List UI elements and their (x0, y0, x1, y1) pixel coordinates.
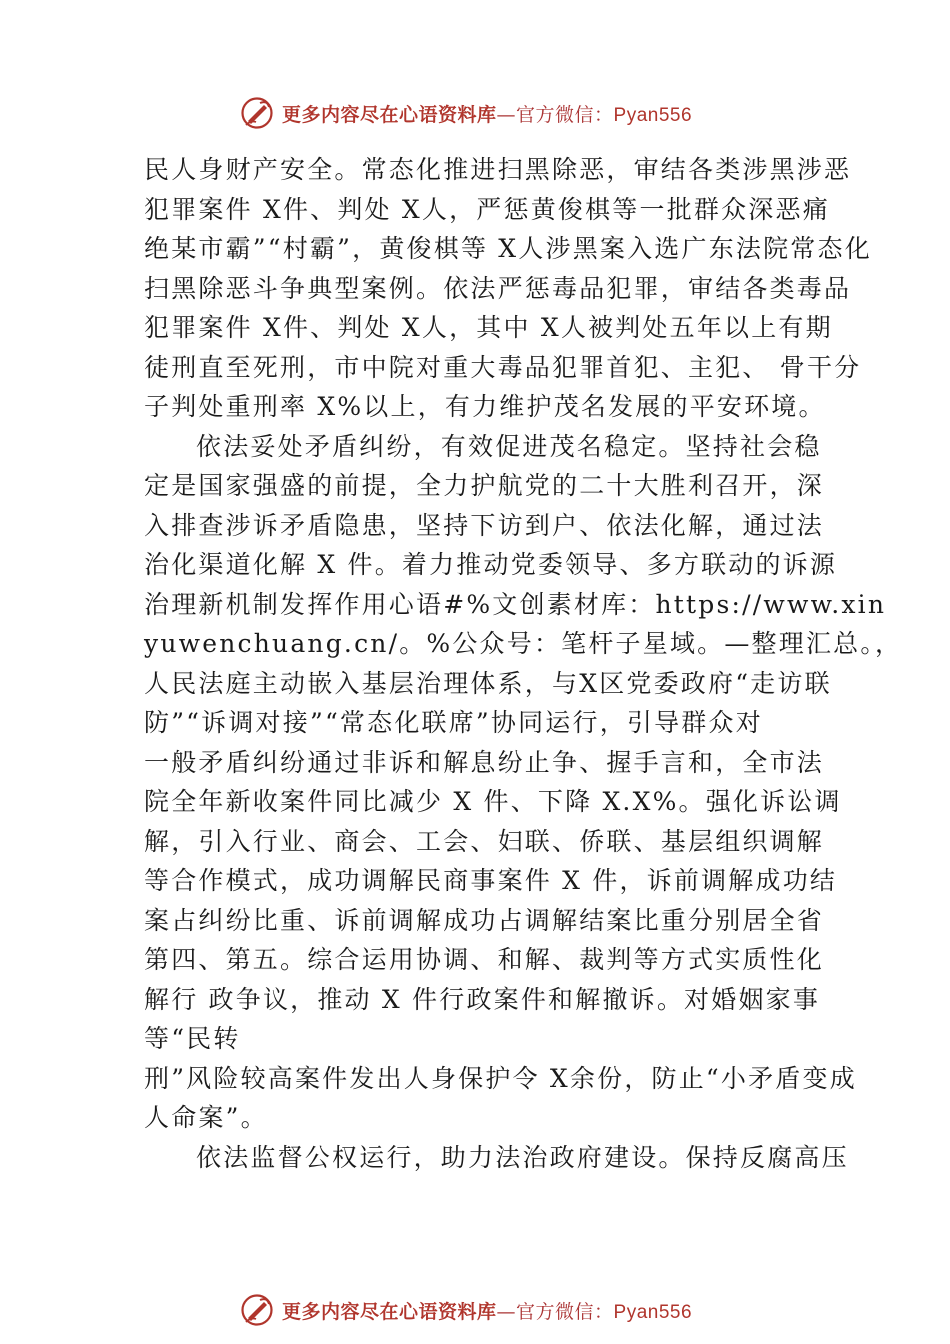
footer-wechat-label: 官方微信： (516, 1300, 614, 1323)
footer-banner-title: 更多内容尽在心语资料库 (282, 1300, 497, 1323)
footer-banner (240, 1290, 692, 1330)
footer-banner-separator: — (496, 1300, 517, 1323)
body-text-line: 定是国家强盛的前提，全力护航党的二十大胜利召开，深 (144, 471, 825, 500)
body-text-line: 人命案”。 (144, 1103, 268, 1132)
body-text-line: 绝某市霸”“村霸”，黄俊棋等 X人涉黑案入选广东法院常态化 (144, 234, 872, 263)
body-text-line: 犯罪案件 X件、判处 X人，其中 X人被判处五年以上有期 (144, 313, 833, 342)
header-banner-separator: — (496, 103, 517, 126)
body-text-line: 院全年新收案件同比减少 X 件、下降 X.X%。强化诉讼调 (144, 787, 842, 816)
body-text-line: 一般矛盾纠纷通过非诉和解息纷止争、握手言和，全市法 (144, 747, 825, 777)
header-banner-title: 更多内容尽在心语资料库 (282, 103, 497, 126)
pen-circle-logo-icon (240, 96, 274, 130)
footer-wechat-id: Pyan556 (613, 1301, 693, 1323)
body-text-line: 案占纠纷比重、诉前调解成功占调解结案比重分别居全省 (144, 905, 825, 935)
header-banner (240, 93, 692, 133)
header-wechat-id: Pyan556 (613, 104, 693, 126)
body-text-line: 刑”风险较高案件发出人身保护令 X余份，防止“小矛盾变成 (144, 1063, 857, 1093)
body-text-line: 扫黑除恶斗争典型案例。依法严惩毒品犯罪，审结各类毒品 (144, 273, 852, 303)
body-text-line: 等“民转 (144, 1024, 241, 1053)
body-text-line: 第四、第五。综合运用协调、和解、裁判等方式实质性化 (144, 945, 825, 974)
header-wechat-label: 官方微信： (516, 103, 614, 126)
body-text-line: 防”“诉调对接”“常态化联席”协同运行，引导群众对 (144, 708, 763, 737)
body-text-line: 等合作模式，成功调解民商事案件 X 件，诉前调解成功结 (144, 866, 838, 895)
body-text-line: 治化渠道化解 X 件。着力推动党委领导、多方联动的诉源 (144, 550, 838, 579)
body-text-line: yuwenchuang.cn/。%公众号：笔杆子星域。—整理汇总。， (144, 629, 903, 658)
body-text-line: 人民法庭主动嵌入基层治理体系，与X区党委政府“走访联 (144, 668, 832, 698)
body-text-line: 徒刑直至死刑，市中院对重大毒品犯罪首犯、主犯、 骨干分 (144, 352, 862, 382)
body-text-line: 依法监督公权运行，助力法治政府建设。保持反腐高压 (196, 1142, 849, 1172)
document-body (144, 150, 903, 1177)
body-text-line: 治理新机制发挥作用心语#%文创素材库：https://www.xin (144, 589, 887, 619)
pen-circle-logo-icon (240, 1293, 274, 1327)
body-text-line: 犯罪案件 X件、判处 X人，严惩黄俊棋等一批群众深恶痛 (144, 194, 830, 224)
body-text-line: 子判处重刑率 X%以上，有力维护茂名发展的平安环境。 (144, 392, 826, 421)
body-text-line: 依法妥处矛盾纠纷，有效促进茂名稳定。坚持社会稳 (196, 431, 822, 461)
body-text-line: 入排查涉诉矛盾隐患，坚持下访到户、依法化解，通过法 (144, 510, 825, 540)
body-text-line: 解行 政争议，推动 X 件行政案件和解撤诉。对婚姻家事 (144, 984, 821, 1014)
body-text-line: 民人身财产安全。常态化推进扫黑除恶，审结各类涉黑涉恶 (144, 155, 852, 184)
header-banner-text (282, 100, 692, 127)
footer-banner-text (282, 1297, 692, 1324)
body-text-line: 解，引入行业、商会、工会、妇联、侨联、基层组织调解 (144, 826, 825, 856)
